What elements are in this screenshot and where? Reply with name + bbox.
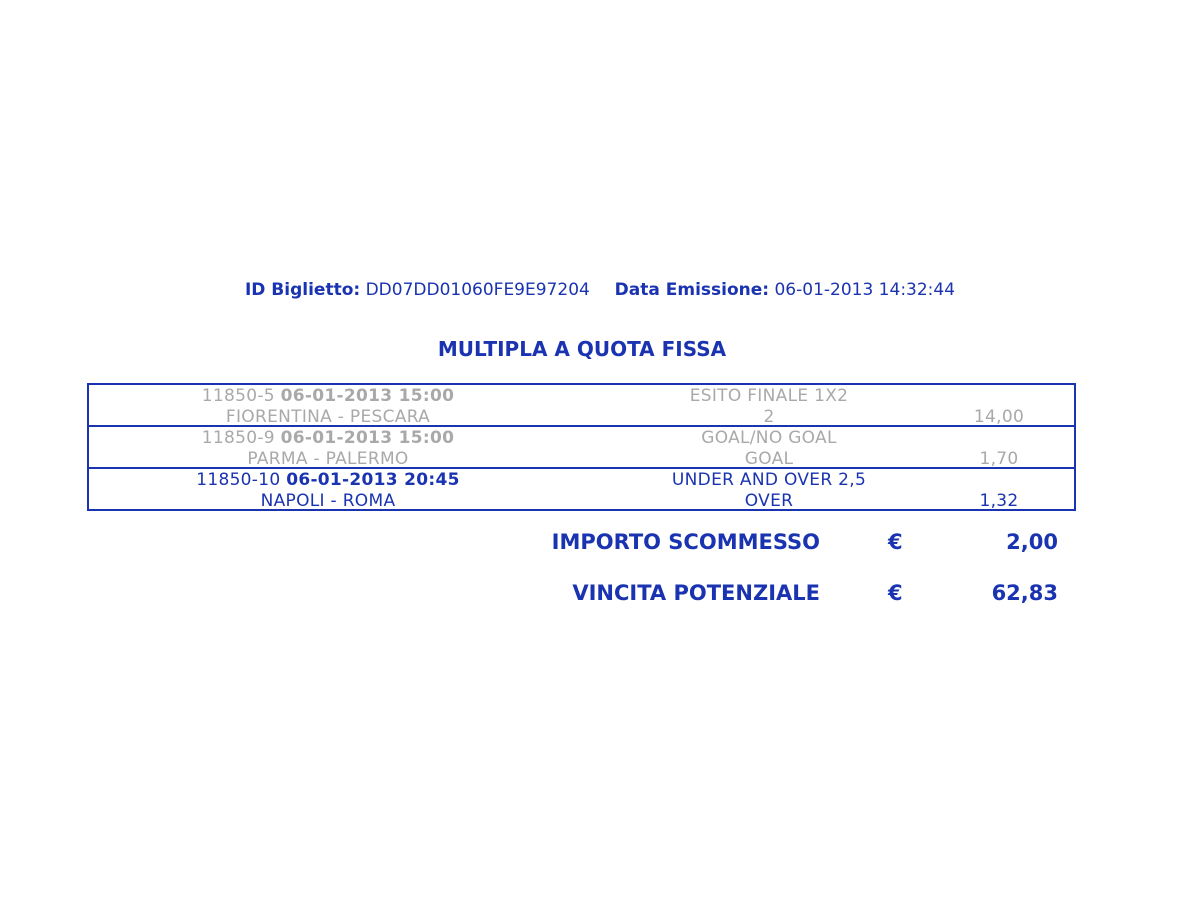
- event-row: [87, 383, 1076, 427]
- potential-win-label: VINCITA POTENZIALE: [572, 581, 820, 605]
- event-market: GOAL/NO GOAL: [701, 428, 837, 448]
- event-market: UNDER AND OVER 2,5: [671, 470, 867, 490]
- event-row: [87, 425, 1076, 469]
- event-code-cell: [89, 386, 567, 406]
- event-outcome: 2: [763, 407, 775, 427]
- event-code: 11850-5: [201, 386, 275, 406]
- event-match: PARMA - PALERMO: [247, 449, 409, 469]
- ticket-id-value: DD07DD01060FE9E97204: [365, 280, 590, 300]
- issue-date-label: Data Emissione:: [614, 280, 770, 300]
- event-code: 11850-10: [196, 470, 281, 490]
- event-outcome: GOAL: [744, 449, 794, 469]
- events-table: [87, 383, 1076, 511]
- issue-date-value: 06-01-2013 14:32:44: [774, 280, 956, 300]
- ticket-header: [0, 280, 1200, 300]
- stake-row: [0, 530, 1200, 560]
- event-outcome: OVER: [744, 491, 794, 511]
- event-odds: 14,00: [973, 407, 1025, 427]
- event-market: ESITO FINALE 1X2: [689, 386, 849, 406]
- event-datetime: 06-01-2013 15:00: [280, 386, 455, 406]
- event-match: FIORENTINA - PESCARA: [225, 407, 431, 427]
- event-odds: 1,70: [979, 449, 1019, 469]
- event-code: 11850-9: [201, 428, 275, 448]
- event-code-cell: [89, 470, 567, 490]
- potential-win-currency: €: [888, 581, 903, 605]
- event-odds: 1,32: [979, 491, 1019, 511]
- stake-currency: €: [888, 530, 903, 554]
- ticket-id-label: ID Biglietto:: [244, 280, 361, 300]
- stake-label: IMPORTO SCOMMESSO: [551, 530, 820, 554]
- event-datetime: 06-01-2013 15:00: [280, 428, 455, 448]
- bet-type-title: MULTIPLA A QUOTA FISSA: [437, 337, 727, 361]
- event-datetime: 06-01-2013 20:45: [286, 470, 460, 490]
- event-match: NAPOLI - ROMA: [260, 491, 396, 511]
- potential-win-row: [0, 581, 1200, 611]
- stake-value: 2,00: [1006, 530, 1058, 554]
- event-code-cell: [89, 428, 567, 448]
- event-row: [87, 467, 1076, 511]
- potential-win-value: 62,83: [991, 581, 1058, 605]
